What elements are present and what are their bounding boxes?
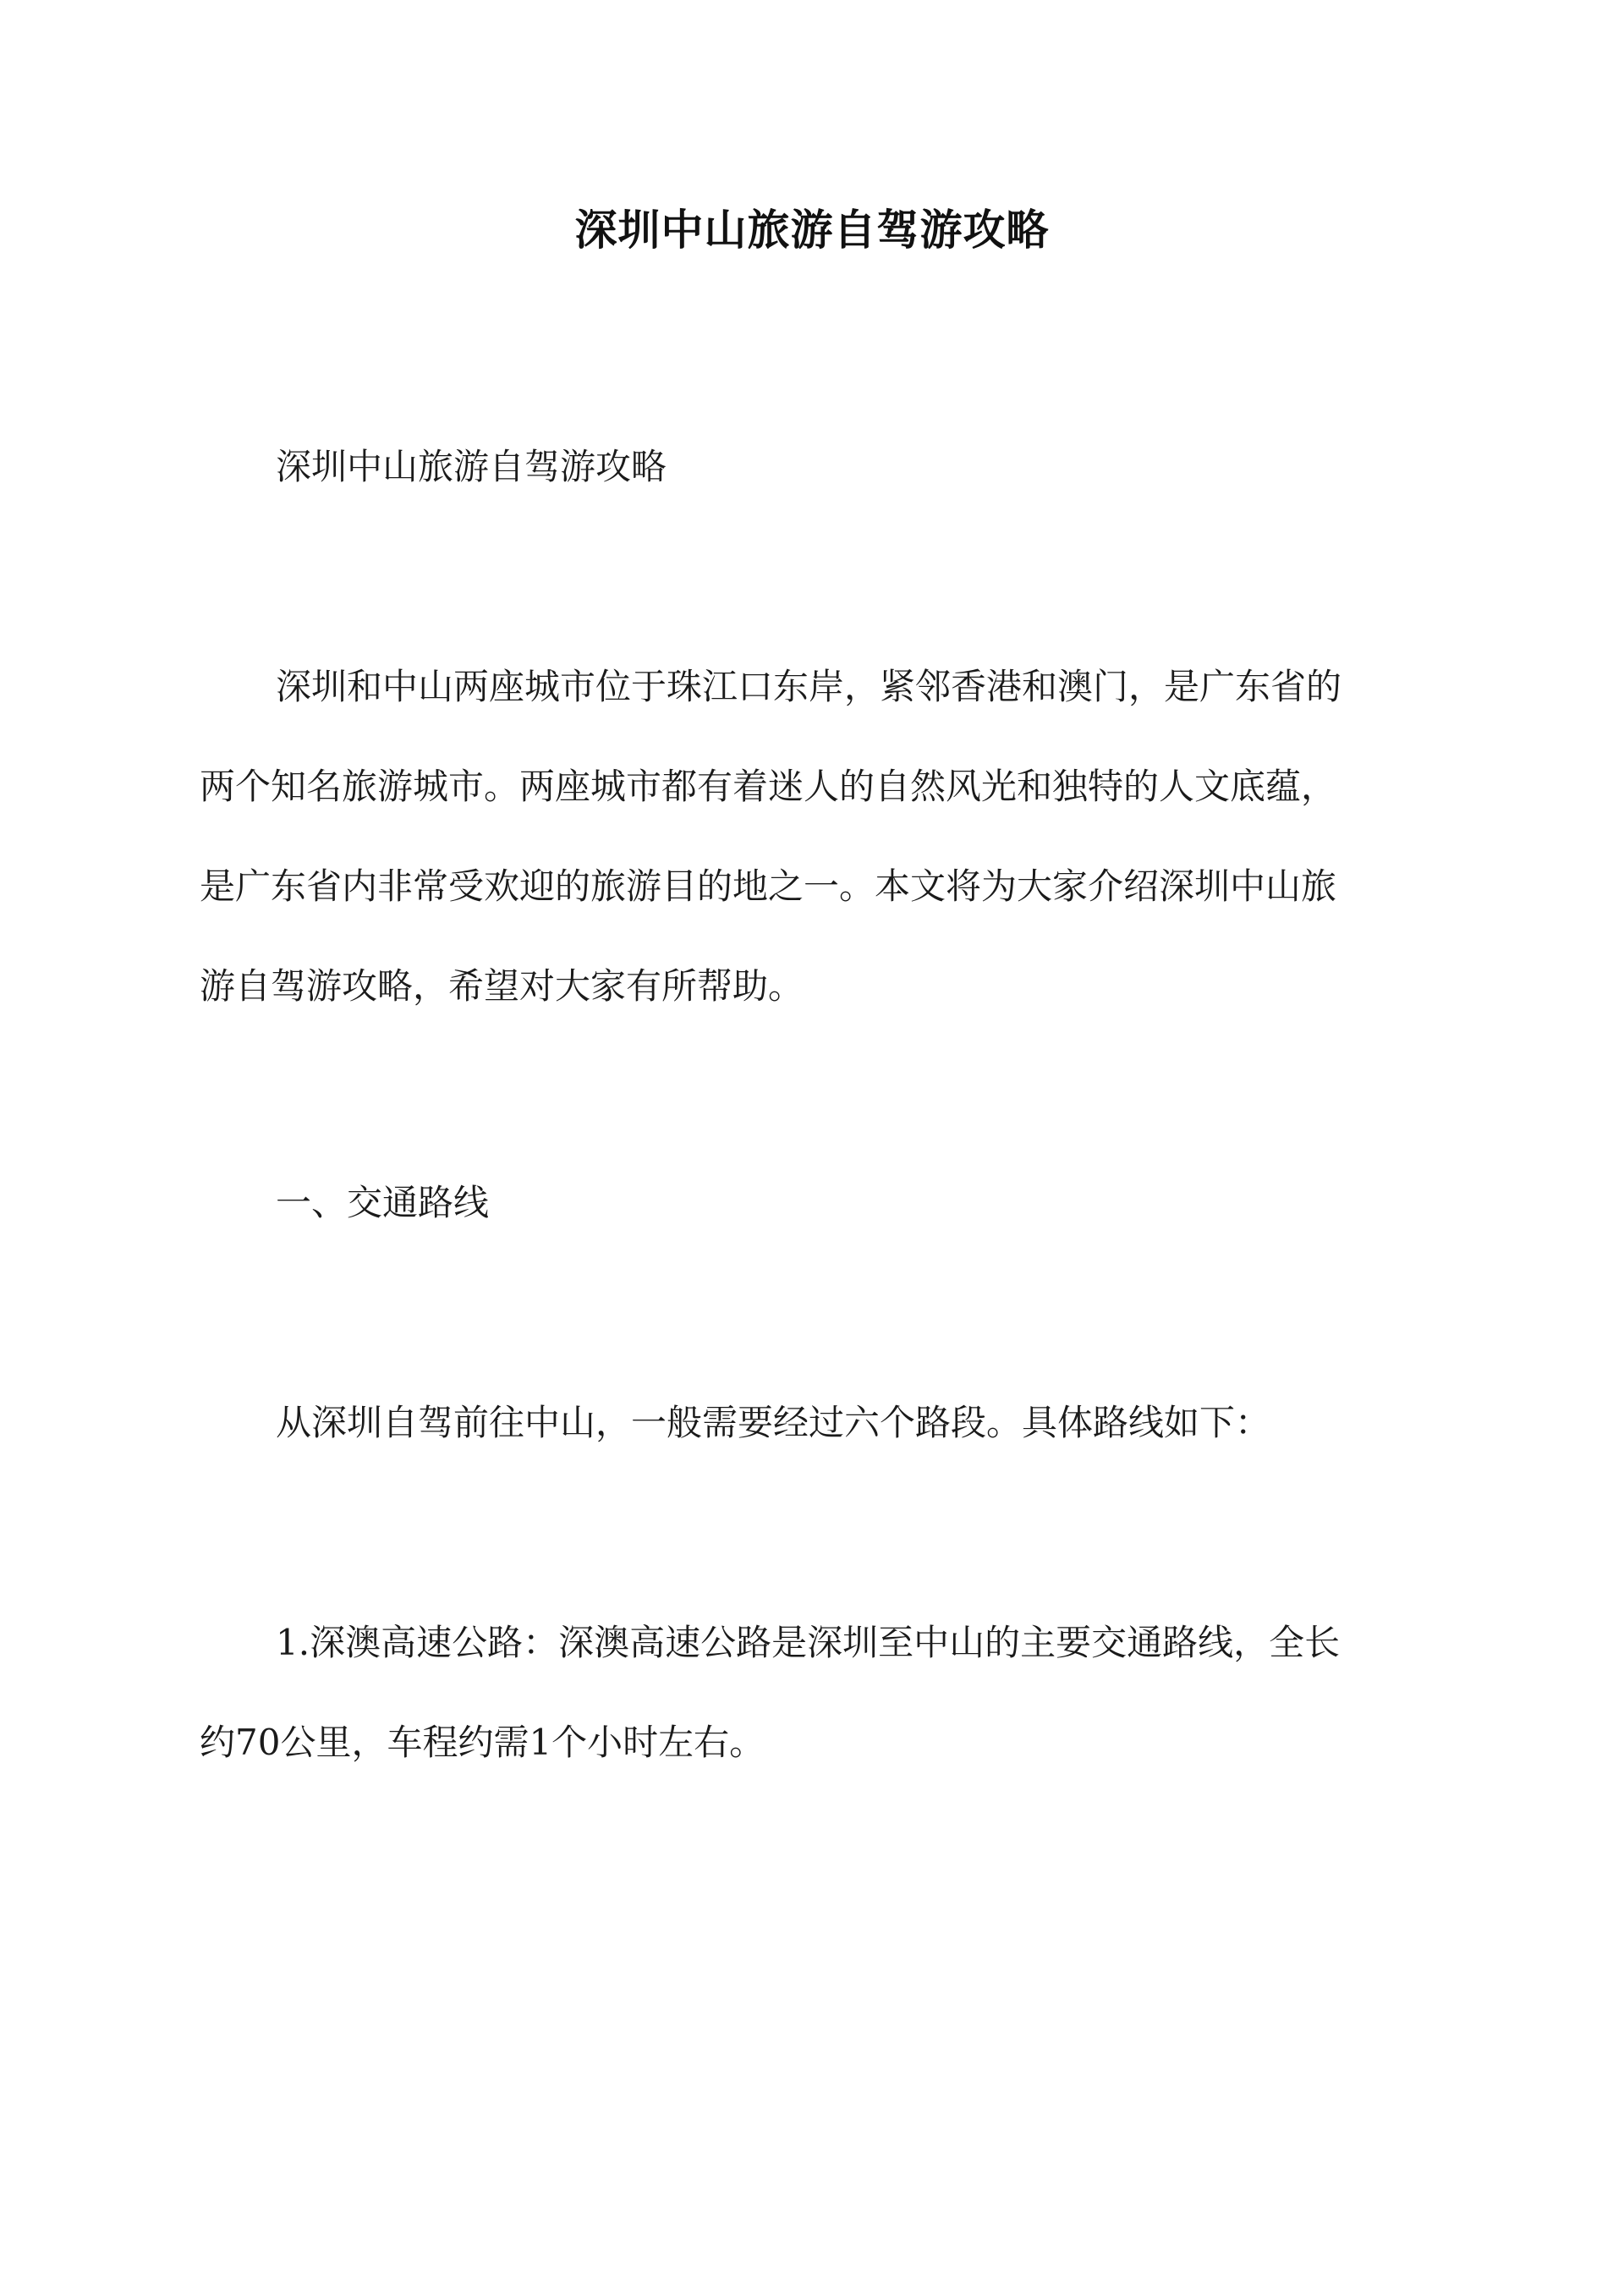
intro-line-4: 游自驾游攻略，希望对大家有所帮助。 xyxy=(200,965,804,1007)
document-title: 深圳中山旅游自驾游攻略 xyxy=(574,205,1050,255)
route-intro-text: 从深圳自驾前往中山，一般需要经过六个路段。具体路线如下： xyxy=(276,1402,1271,1443)
intro-line-3: 是广东省内非常受欢迎的旅游目的地之一。本文将为大家介绍深圳中山旅 xyxy=(200,865,1337,907)
section-heading xyxy=(200,1153,1426,1253)
route-item-line-1: 1.深澳高速公路：深澳高速公路是深圳至中山的主要交通路线，全长 xyxy=(276,1622,1341,1663)
route-item-line-2: 约70公里，车程约需1个小时左右。 xyxy=(200,1722,765,1763)
document-subtitle xyxy=(200,417,1426,517)
intro-line-2: 两个知名旅游城市。两座城市都有着迷人的自然风光和独特的人文底蕴， xyxy=(200,766,1337,807)
intro-line-1: 深圳和中山两座城市位于珠江口东岸，紧邻香港和澳门，是广东省的 xyxy=(276,666,1342,707)
intro-paragraph xyxy=(200,637,1426,1036)
route-intro-paragraph xyxy=(200,1373,1426,1473)
section-heading-text: 一、交通路线 xyxy=(276,1182,490,1223)
route-item-paragraph xyxy=(200,1593,1426,1793)
subtitle-text: 深圳中山旅游自驾游攻略 xyxy=(276,446,667,487)
